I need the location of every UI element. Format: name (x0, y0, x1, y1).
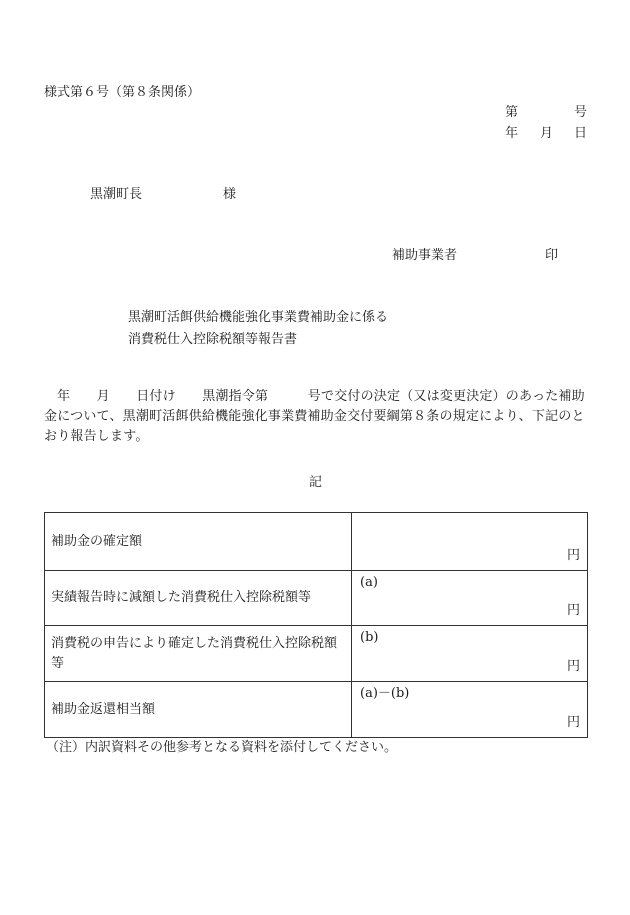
row-label: 実績報告時に減額した消費税仕入控除税額等 (45, 571, 352, 626)
footnote: （注）内訳資料その他参考となる資料を添付してください。 (46, 740, 398, 755)
date-year: 年 (505, 126, 519, 141)
report-body-paragraph: 年 月 日付け 黒潮指令第 号で交付の決定（又は変更決定）のあった補助金について、黒潮町活餌供給機能強化事業費補助金交付要綱第８条の規定により、下記のとおり報告します。 (44, 389, 585, 444)
seal-mark: 印 (545, 248, 559, 263)
cell-note: (a)－(b) (360, 686, 410, 701)
table-row (45, 571, 588, 626)
cell-note: (b) (360, 630, 379, 645)
amount-cell (352, 682, 588, 738)
tax-report-table (44, 512, 588, 738)
yen-unit: 円 (566, 548, 580, 563)
doc-number-prefix: 第 (505, 105, 519, 120)
addressee-name: 黒潮町長 (90, 187, 143, 202)
row-label: 補助金の確定額 (45, 513, 352, 571)
amount-cell (352, 571, 588, 626)
report-title-line-1: 黒潮町活餌供給機能強化事業費補助金に係る (128, 310, 389, 325)
addressee-honorific: 様 (223, 187, 237, 202)
row-label: 消費税の申告により確定した消費税仕入控除税額等 (45, 626, 352, 682)
yen-unit: 円 (566, 715, 580, 730)
amount-cell (352, 513, 588, 571)
report-body (44, 387, 589, 447)
table-row (45, 513, 588, 571)
report-title-line-2: 消費税仕入控除税額等報告書 (128, 332, 298, 347)
date-month: 月 (540, 126, 554, 141)
yen-unit: 円 (566, 659, 580, 674)
cell-note: (a) (360, 575, 378, 590)
form-number: 様式第６号（第８条関係） (44, 85, 201, 100)
applicant (392, 246, 559, 266)
addressee (90, 185, 237, 205)
ki-heading: 記 (309, 475, 323, 490)
date-day: 日 (573, 126, 587, 141)
applicant-label: 補助事業者 (392, 248, 458, 263)
table-row (45, 626, 588, 682)
table-row (45, 682, 588, 738)
amount-cell (352, 626, 588, 682)
yen-unit: 円 (566, 603, 580, 618)
doc-number-suffix: 号 (573, 105, 587, 120)
row-label: 補助金返還相当額 (45, 682, 352, 738)
